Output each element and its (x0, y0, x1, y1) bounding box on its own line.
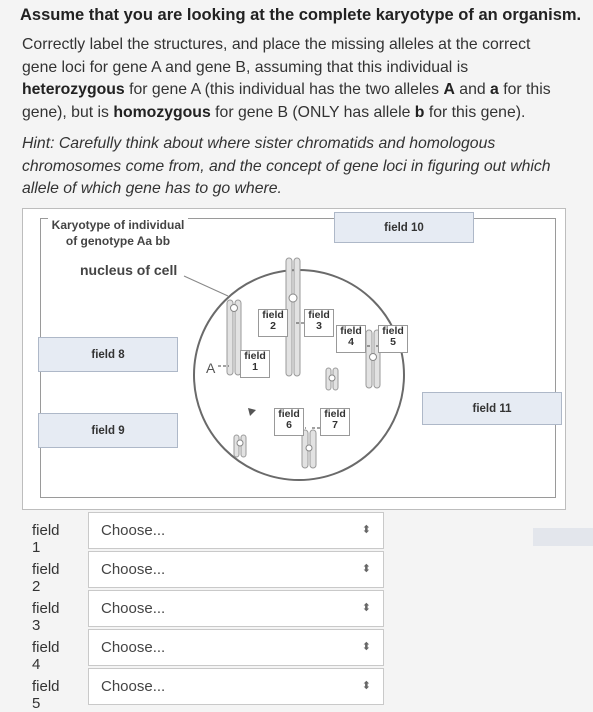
side-strip (533, 528, 593, 546)
chevron-updown-icon: ⬍ (361, 680, 371, 692)
field-4-select[interactable]: Choose... ⬍ (88, 629, 384, 666)
chevron-updown-icon: ⬍ (361, 641, 371, 653)
field-10-box[interactable]: field 10 (334, 212, 474, 243)
answer-label: field 4 (32, 639, 60, 673)
chromosome (294, 258, 300, 376)
field-3-select[interactable]: Choose... ⬍ (88, 590, 384, 627)
centromere (231, 305, 238, 312)
chevron-updown-icon: ⬍ (361, 524, 371, 536)
field-8-box[interactable]: field 8 (38, 337, 178, 372)
hint-text: Hint: Carefully think about where sister chromatids and homologous chromosomes come from, and the concept of gene loci in figuring out which allele of which gene has to go where. (22, 135, 551, 197)
field-6-label[interactable]: field 6 (274, 408, 304, 436)
field-4-label[interactable]: field 4 (336, 325, 366, 353)
field-9-box[interactable]: field 9 (38, 413, 178, 448)
karyotype-label: Karyotype of individual of genotype Aa bb (48, 217, 188, 249)
cursor-icon (248, 408, 256, 416)
centromere (329, 375, 335, 381)
answer-label: field 3 (32, 600, 60, 634)
chevron-updown-icon: ⬍ (361, 563, 371, 575)
field-7-label[interactable]: field 7 (320, 408, 350, 436)
centromere (370, 354, 377, 361)
nucleus-label: nucleus of cell (80, 262, 178, 278)
centromere (306, 445, 312, 451)
allele-A-marker: A (206, 360, 216, 376)
field-11-box[interactable]: field 11 (422, 392, 562, 425)
field-5-select[interactable]: Choose... ⬍ (88, 668, 384, 705)
answer-label: field 5 (32, 678, 60, 712)
centromere (237, 440, 243, 446)
field-1-label[interactable]: field 1 (240, 350, 270, 378)
field-3-label[interactable]: field 3 (304, 309, 334, 337)
field-1-label-field2[interactable]: field 2 (258, 309, 288, 337)
question-title: Assume that you are looking at the complete karyotype of an organism. (20, 6, 582, 24)
field-5-label[interactable]: field 5 (378, 325, 408, 353)
field-1-select[interactable]: Choose... ⬍ (88, 512, 384, 549)
answer-label: field 2 (32, 561, 60, 595)
chevron-updown-icon: ⬍ (361, 602, 371, 614)
question-text: Correctly label the structures, and place the missing alleles at the correct gene loci for gene A and gene B, assuming that this individual is heterozygous for gene A (this individual has the two alleles A and a for this gene), but is homozygous for gene B (ONLY has allele b for this gene). (22, 36, 551, 121)
answer-label: field 1 (32, 522, 60, 556)
field-2-select[interactable]: Choose... ⬍ (88, 551, 384, 588)
centromere (289, 294, 297, 302)
